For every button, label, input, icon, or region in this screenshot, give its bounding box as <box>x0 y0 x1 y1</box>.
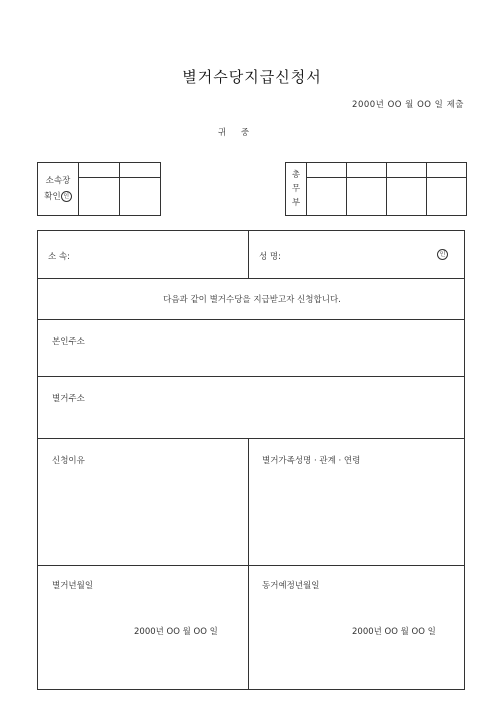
column-divider <box>248 231 249 278</box>
approval-header-cell <box>120 163 161 178</box>
separation-date-value: 2000년 OO 월 OO 일 <box>134 627 218 637</box>
department-label-char: 무 <box>291 184 301 194</box>
approval-sign-cell[interactable] <box>307 178 347 216</box>
name-label: 성 명: <box>259 252 281 262</box>
approval-box-right <box>285 162 467 216</box>
approval-label-line1: 소속장 <box>45 176 71 186</box>
approval-sign-cell[interactable] <box>387 178 427 216</box>
seal-mark: 인 <box>61 191 72 202</box>
approval-header-cell <box>307 163 347 178</box>
approval-sign-cell[interactable] <box>427 178 467 216</box>
row-divider <box>38 376 464 377</box>
approval-header-cell <box>79 163 120 178</box>
affiliation-label: 소 속: <box>48 252 70 262</box>
separate-address-label: 별거주소 <box>52 394 85 404</box>
row-divider <box>38 565 464 566</box>
form-title: 별거수당지급신청서 <box>182 68 322 86</box>
approval-sign-cell[interactable] <box>79 178 120 216</box>
cohabit-date-label: 동거예정년월일 <box>262 581 320 591</box>
separation-date-label: 별거년월일 <box>52 581 94 591</box>
department-label-cell <box>286 163 307 216</box>
recipient-label: 귀 중 <box>218 128 256 138</box>
row-divider <box>38 278 464 279</box>
family-info-label: 별거가족성명 · 관계 · 연령 <box>262 456 361 466</box>
cohabit-date-value: 2000년 OO 월 OO 일 <box>352 627 436 637</box>
own-address-label: 본인주소 <box>52 337 85 347</box>
approval-header-cell <box>347 163 387 178</box>
approval-sign-cell[interactable] <box>347 178 387 216</box>
statement-text: 다음과 같이 별거수당을 지급받고자 신청합니다. <box>163 295 341 305</box>
submit-date: 2000년 OO 월 OO 일 제출 <box>352 100 464 110</box>
approval-sign-cell[interactable] <box>120 178 161 216</box>
row-divider <box>38 438 464 439</box>
name-seal-mark: 인 <box>437 249 448 260</box>
column-divider <box>248 438 249 689</box>
approval-header-cell <box>387 163 427 178</box>
row-divider <box>38 319 464 320</box>
approval-box-left <box>37 162 161 216</box>
department-label-char: 총 <box>291 170 301 180</box>
approval-label-line2: 확인 <box>44 192 61 202</box>
approval-label-cell <box>38 163 79 216</box>
department-label-char: 부 <box>291 198 301 208</box>
reason-label: 신청이유 <box>52 456 85 466</box>
application-form <box>37 230 465 690</box>
approval-header-cell <box>427 163 467 178</box>
